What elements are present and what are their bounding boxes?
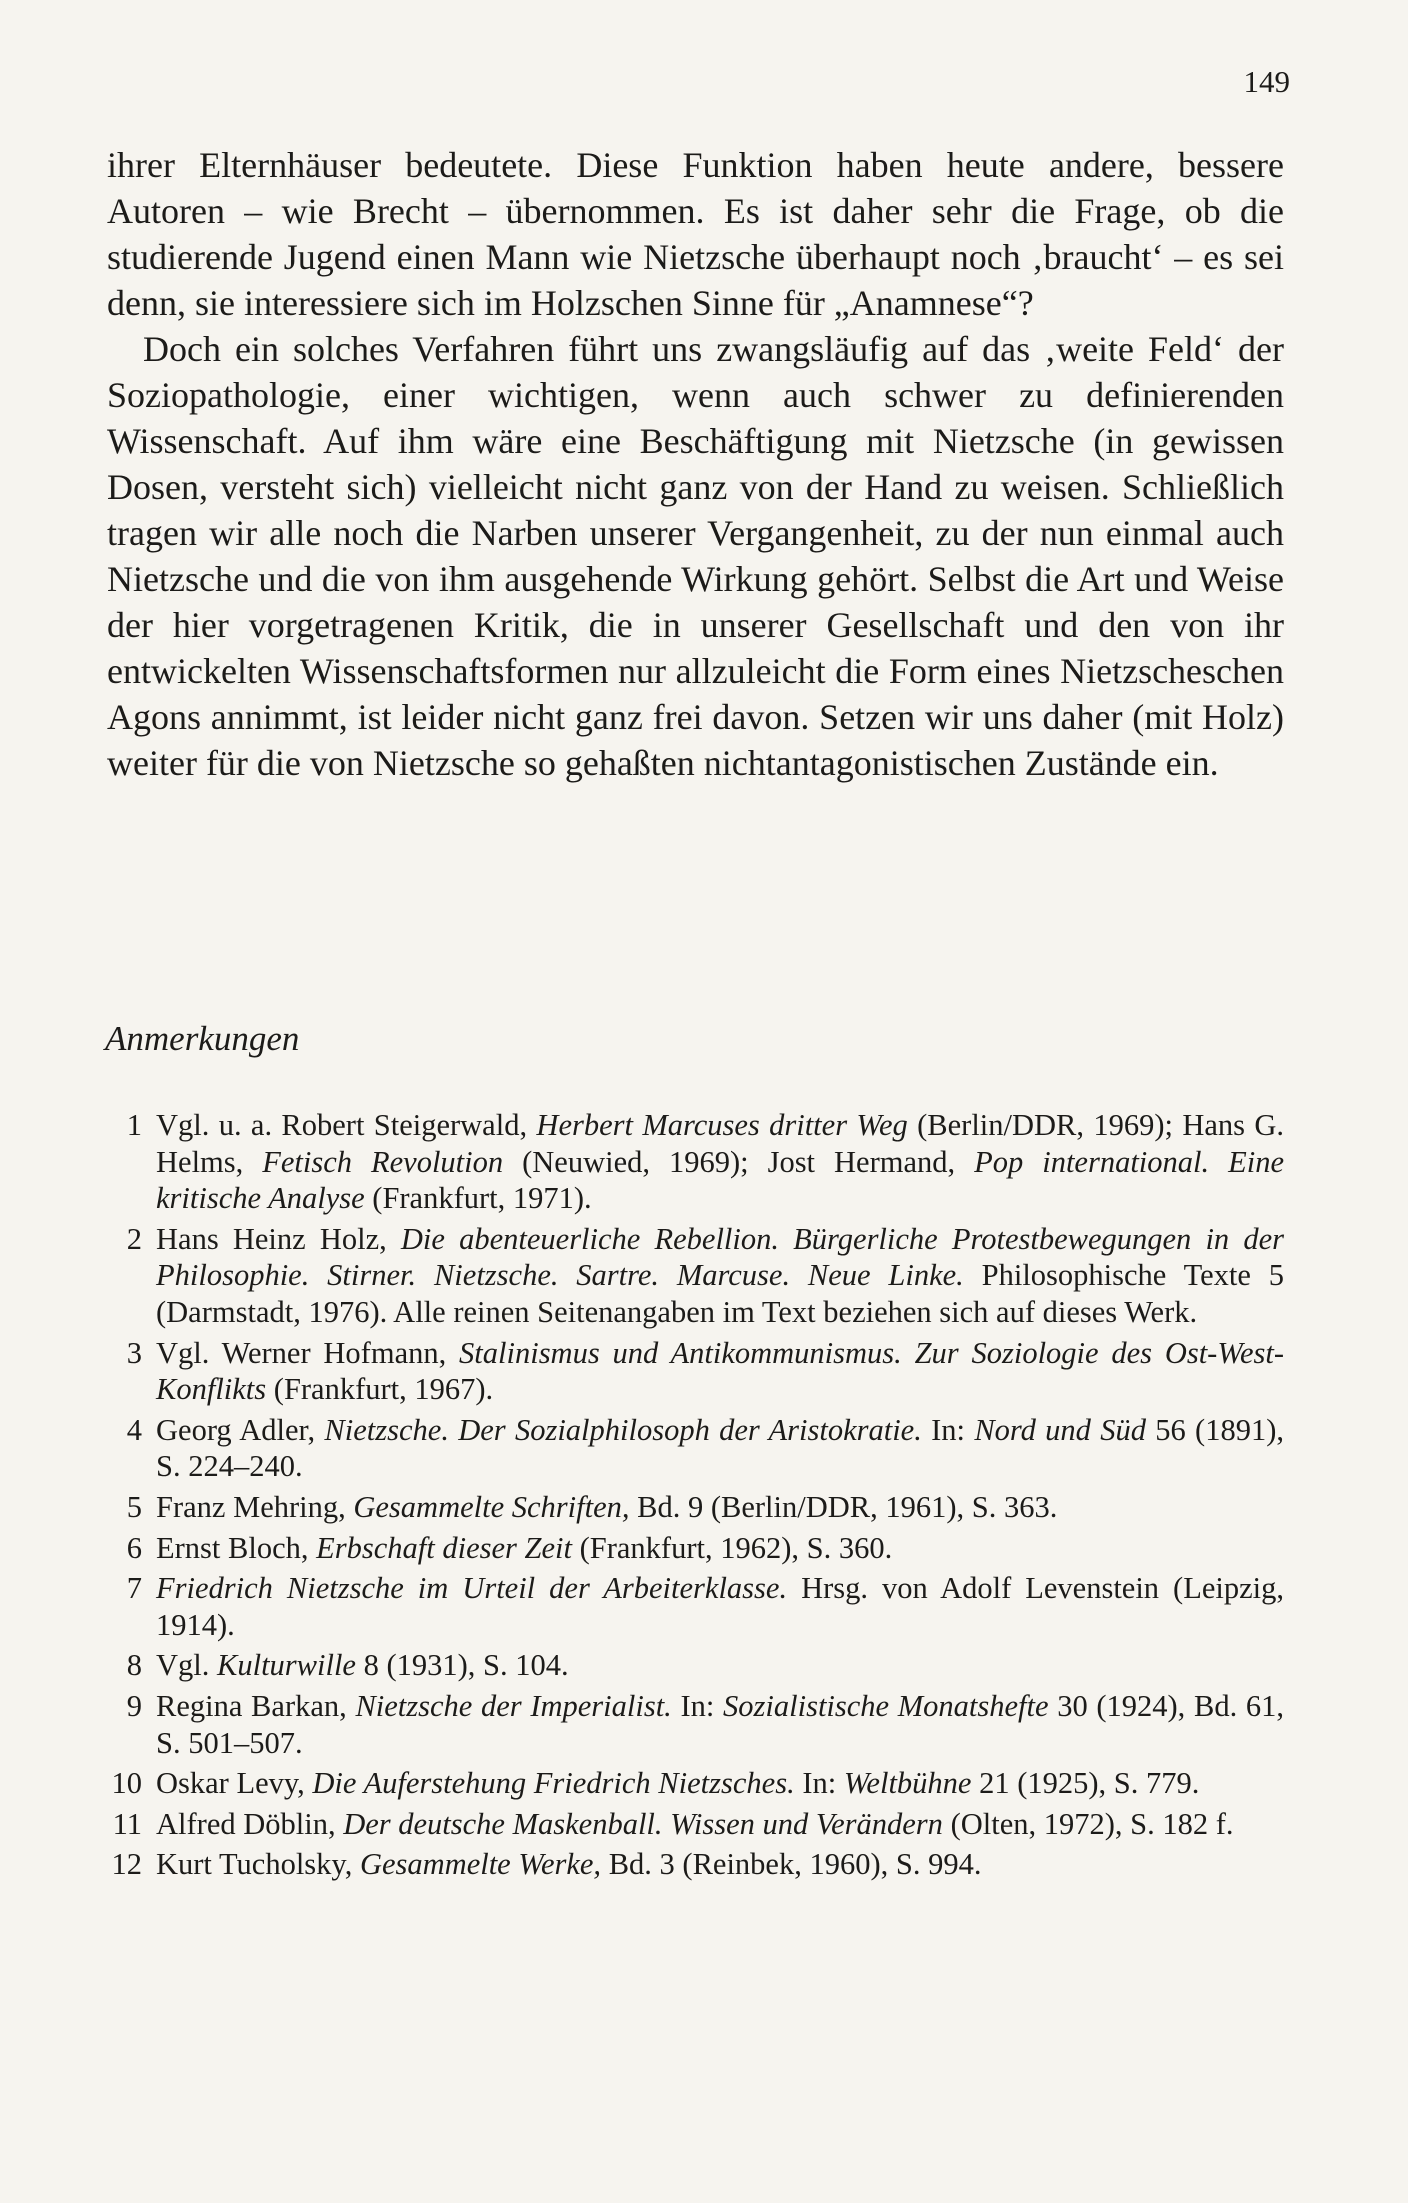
note-number: 11 xyxy=(112,1806,142,1841)
note-item xyxy=(98,1412,1284,1485)
note-text-run: Regina Barkan, xyxy=(156,1688,356,1723)
note-number: 6 xyxy=(126,1530,142,1565)
note-text-run: Kurt Tucholsky, xyxy=(156,1847,360,1882)
note-number: 10 xyxy=(111,1766,142,1801)
note-item xyxy=(98,1806,1284,1843)
note-item xyxy=(98,1647,1284,1684)
note-number: 7 xyxy=(126,1571,142,1606)
note-text-run: Oskar Levy, xyxy=(156,1766,313,1801)
note-title-italic: Gesammelte Schriften, xyxy=(353,1489,630,1524)
notes-list xyxy=(98,1107,1284,1887)
note-title-italic: Friedrich Nietzsche im Urteil der Arbeiterklasse. xyxy=(156,1571,788,1606)
note-title-italic: Kulturwille xyxy=(217,1648,356,1683)
note-text-run: Vgl. Werner Hofmann, xyxy=(156,1335,460,1370)
note-title-italic: Die Auferstehung Friedrich Nietzsches. xyxy=(312,1766,795,1801)
notes-heading: Anmerkungen xyxy=(105,1019,300,1058)
note-text xyxy=(156,1688,1284,1761)
note-text-run: (Frankfurt, 1962), S. 360. xyxy=(571,1530,893,1565)
note-title-italic: Sozialistische Monatshefte xyxy=(723,1688,1049,1723)
note-title-italic: Nord und Süd xyxy=(974,1412,1146,1447)
note-text-run: 30 (1924), Bd. 61, S. 501–507. xyxy=(156,1688,1284,1760)
note-number: 2 xyxy=(126,1221,142,1256)
note-text-run: 56 (1891), S. 224–240. xyxy=(156,1412,1284,1484)
note-text xyxy=(156,1489,1284,1526)
note-title-italic: Nietzsche. Der Sozialphilosoph der Aristokratie. xyxy=(324,1412,922,1447)
note-title-italic: Weltbühne xyxy=(843,1766,972,1801)
note-item xyxy=(98,1570,1284,1643)
note-text xyxy=(156,1335,1284,1408)
note-number: 1 xyxy=(126,1108,142,1142)
note-text-run: In: xyxy=(921,1412,975,1447)
note-text-run: 21 (1925), S. 779. xyxy=(971,1766,1200,1801)
note-text xyxy=(156,1412,1284,1485)
note-text xyxy=(156,1647,1284,1684)
note-text xyxy=(156,1846,1284,1883)
main-text xyxy=(107,142,1284,786)
note-title-italic: Der deutsche Maskenball. Wissen und Verändern xyxy=(343,1806,943,1841)
note-item xyxy=(98,1489,1284,1526)
note-text xyxy=(156,1765,1284,1802)
paragraph: Doch ein solches Verfahren führt uns zwangsläufig auf das ‚weite Feld‘ der Soziopathologie, einer wichtigen, wenn auch schwer zu definierenden Wissenschaft. Auf ihm wäre eine Beschäftigung mit Nietzsche (in gewissen Dosen, versteht sich) vielleicht nicht ganz von der Hand zu weisen. Schließlich tragen wir alle noch die Narben unserer Vergangenheit, zu der nun einmal auch Nietzsche und die von ihm ausgehende Wirkung gehört. Selbst die Art und Weise der hier vorgetragenen Kritik, die in unserer Gesellschaft und den von ihr entwickelten Wissenschaftsformen nur allzuleicht die Form eines Nietzscheschen Agons annimmt, ist leider nicht ganz frei davon. Setzen wir uns daher (mit Holz) weiter für die von Nietzsche so gehaßten nichtantagonistischen Zustände ein. xyxy=(107,329,1284,783)
note-text xyxy=(156,1530,1284,1567)
note-text-run: (Frankfurt, 1971). xyxy=(364,1181,592,1216)
note-number: 12 xyxy=(111,1847,142,1882)
paragraph: ihrer Elternhäuser bedeutete. Diese Funktion haben heute andere, bessere Autoren – wie Brecht – übernommen. Es ist daher sehr die Frage, ob die studierende Jugend einen Mann wie Nietzsche überhaupt noch ‚braucht‘ – es sei denn, sie interessiere sich im Holzschen Sinne für „Anamnese“? xyxy=(107,145,1284,323)
note-text-run: Philosophische Texte 5 (Darmstadt, 1976). Alle reinen Seitenangaben im Text beziehen sich auf dieses Werk. xyxy=(156,1258,1284,1329)
note-text-run: Georg Adler, xyxy=(156,1412,325,1447)
note-text xyxy=(156,1221,1284,1331)
note-item xyxy=(98,1107,1284,1217)
note-text-run: Franz Mehring, xyxy=(156,1489,354,1524)
note-text xyxy=(156,1570,1284,1643)
note-text-run: 8 (1931), S. 104. xyxy=(355,1648,569,1683)
note-title-italic: Erbschaft dieser Zeit xyxy=(316,1530,572,1565)
note-item xyxy=(98,1846,1284,1883)
note-text-run: Bd. 9 (Berlin/DDR, 1961), S. 363. xyxy=(629,1489,1058,1524)
note-text-run: Vgl. xyxy=(156,1648,217,1683)
note-title-italic: Herbert Marcuses dritter Weg xyxy=(536,1108,908,1142)
note-text-run: Alfred Döblin, xyxy=(156,1806,344,1841)
note-item xyxy=(98,1221,1284,1331)
note-text-run: Hrsg. von Adolf Levenstein (Leipzig, 1914). xyxy=(156,1571,1284,1642)
note-text-run: Vgl. u. a. Robert Steigerwald, xyxy=(156,1108,537,1142)
note-number: 8 xyxy=(126,1648,142,1683)
note-item xyxy=(98,1530,1284,1567)
page-number: 149 xyxy=(1243,64,1290,99)
note-text-run: (Neuwied, 1969); Jost Hermand, xyxy=(503,1144,975,1179)
note-title-italic: Gesammelte Werke, xyxy=(359,1847,602,1882)
note-text xyxy=(156,1806,1284,1843)
note-number: 3 xyxy=(126,1335,142,1370)
note-title-italic: Nietzsche der Imperialist. xyxy=(355,1688,672,1723)
note-item xyxy=(98,1335,1284,1408)
note-text-run: In: xyxy=(671,1688,724,1723)
note-text-run: Ernst Bloch, xyxy=(156,1530,317,1565)
note-text-run: (Frankfurt, 1967). xyxy=(266,1372,494,1407)
note-text-run: In: xyxy=(794,1766,844,1801)
note-text-run: (Berlin/DDR, 1969); Hans G. Helms, xyxy=(156,1108,1284,1179)
note-number: 9 xyxy=(126,1688,142,1723)
note-text-run: Hans Heinz Holz, xyxy=(156,1221,401,1256)
note-title-italic: Pop international. Eine kritische Analyse xyxy=(156,1144,1284,1216)
note-item xyxy=(98,1765,1284,1802)
note-text xyxy=(156,1107,1284,1217)
note-number: 5 xyxy=(126,1489,142,1524)
note-text-run: (Olten, 1972), S. 182 f. xyxy=(942,1806,1234,1841)
note-number: 4 xyxy=(126,1412,142,1447)
note-title-italic: Stalinismus und Antikommunismus. Zur Soziologie des Ost-West-Konflikts xyxy=(156,1335,1284,1407)
note-title-italic: Die abenteuerliche Rebellion. Bürgerliche Protestbewegungen in der Philosophie. Stirner. Nietzsche. Sartre. Marcuse. Neue Linke. xyxy=(156,1221,1284,1293)
note-title-italic: Fetisch Revolution xyxy=(262,1144,504,1179)
note-text-run: Bd. 3 (Reinbek, 1960), S. 994. xyxy=(601,1847,982,1882)
note-item xyxy=(98,1688,1284,1761)
